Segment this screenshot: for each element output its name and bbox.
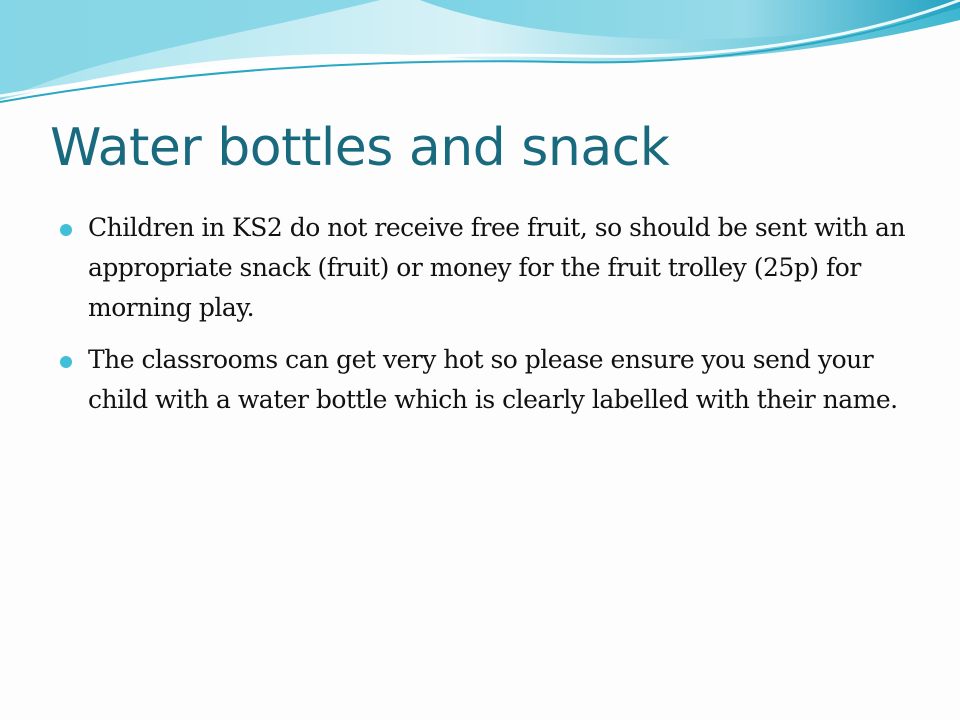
bullet-item <box>60 340 920 420</box>
slide-title: Water bottles and snack <box>50 118 670 178</box>
bullet-dot-icon <box>60 356 72 368</box>
bullet-text: Children in KS2 do not receive free fruit, so should be sent with an appropriate snack (fruit) or money for the fruit trolley (25p) for morning play. <box>88 213 906 322</box>
bullet-item <box>60 208 920 328</box>
bullet-text: The classrooms can get very hot so please ensure you send your child with a water bottle which is clearly labelled with their name. <box>88 345 898 414</box>
wave-header-decoration <box>0 0 960 120</box>
bullet-dot-icon <box>60 224 72 236</box>
bullet-list <box>60 208 920 432</box>
